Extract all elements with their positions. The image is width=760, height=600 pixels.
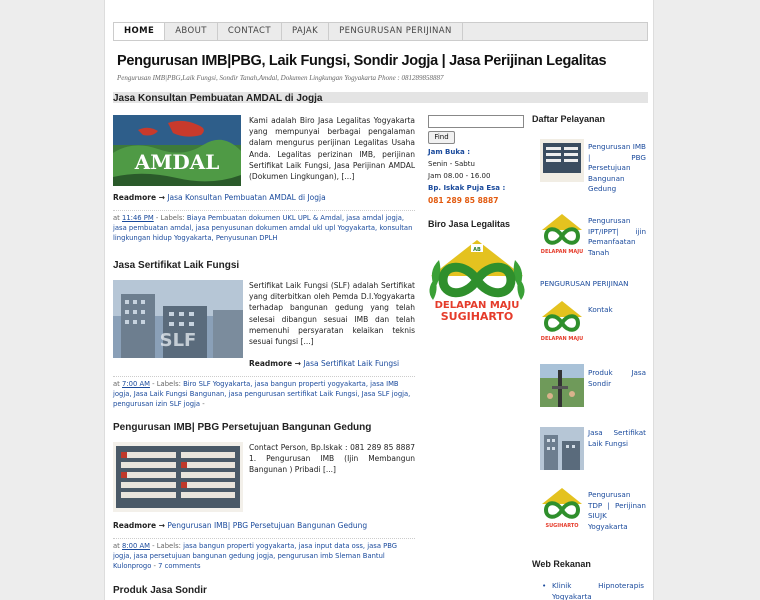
logo-line-2: SUGIHARTO (440, 310, 514, 323)
readmore-line (113, 193, 326, 202)
svc-thumb-ipt[interactable] (540, 212, 584, 255)
post-sondir (113, 585, 415, 600)
readmore-label: Readmore → (113, 193, 165, 202)
readmore-label: Readmore → (113, 521, 165, 530)
svc-link-tdp[interactable]: Pengurusan TDP | Perijinan SIUJK Yogyakarta (588, 490, 646, 531)
post-time[interactable]: 7:00 AM (122, 380, 150, 388)
nav-contact[interactable]: CONTACT (218, 23, 282, 40)
svc-link-sondir[interactable]: Produk Jasa Sondir (588, 368, 646, 388)
rekanan-link[interactable]: Klinik Hipnoterapis Yogyakarta (552, 581, 644, 600)
svc-thumb-slf[interactable] (540, 427, 584, 470)
amdal-thumbnail[interactable] (113, 115, 241, 186)
post-amdal (113, 93, 415, 242)
post-time[interactable]: 8:00 AM (122, 542, 150, 550)
svc-link-imb[interactable]: Pengurusan IMB | PBG Persetujuan Bangunan Gedung (588, 142, 646, 193)
post-labels[interactable]: jasa bangun properti yogyakarta, jasa input data oss, jasa PBG jogja, jasa persetujuan bangunan gedung jogja, pengurusan imb Sleman Bantul Kulonprogo (113, 542, 398, 570)
post-title[interactable]: Jasa Sertifikat Laik Fungsi (113, 260, 240, 271)
svc-thumb-tdp[interactable] (540, 486, 584, 529)
footer-dash: - (153, 562, 156, 570)
readmore-link[interactable]: Jasa Konsultan Pembuatan AMDAL di Jogja (167, 193, 326, 202)
mini-logo-text: SUGIHARTO (545, 523, 579, 529)
footer-at: at (113, 380, 120, 388)
footer-labels-prefix: - Labels: (152, 542, 181, 550)
delapan-maju-logo (425, 236, 529, 326)
imb-thumbnail[interactable] (113, 442, 243, 512)
post-footer (113, 376, 415, 409)
nav-home[interactable]: HOME (114, 23, 165, 40)
readmore-line (249, 359, 399, 368)
nav-about[interactable]: ABOUT (165, 23, 218, 40)
slf-thumb-text: SLF (159, 330, 197, 351)
svc-thumb-sondir[interactable] (540, 364, 584, 407)
logo-top-text: AB (473, 247, 481, 253)
nav-pengurusan-perijinan[interactable]: PENGURUSAN PERIJINAN (329, 23, 463, 40)
mini-logo-text: DELAPAN MAJU (540, 336, 584, 342)
svc-link-perijinan[interactable]: PENGURUSAN PERIJINAN (540, 279, 629, 288)
phone-number: 081 289 85 8887 (428, 196, 499, 205)
footer-at: at (113, 542, 120, 550)
readmore-link[interactable]: Pengurusan IMB| PBG Persetujuan Bangunan Gedung (167, 521, 368, 530)
svc-link-ipt[interactable]: Pengurusan IPT/IPPT| ijin Pemanfaatan Tanah (588, 216, 646, 257)
site-title[interactable]: Pengurusan IMB|PBG, Laik Fungsi, Sondir Jogja | Jasa Perijinan Legalitas (117, 53, 607, 69)
post-labels[interactable]: Biaya Pembuatan dokumen UKL UPL & Amdal, jasa amdal jogja, jasa pembuatan amdal, jasa penyusunan dokumen amdal ukl upl Yogyakarta, konsultan lingkungan hidup Yogyakarta, Penyusunan DPLH (113, 214, 413, 242)
footer-labels-prefix: - Labels: (155, 214, 185, 222)
logo-line-1: DELAPAN MAJU (434, 300, 520, 311)
post-title[interactable]: Produk Jasa Sondir (113, 585, 207, 596)
svc-link-slf[interactable]: Jasa Sertifikat Laik Fungsi (588, 428, 646, 448)
post-imb-pbg (113, 422, 415, 572)
search-input[interactable] (428, 115, 524, 128)
svc-thumb-imb[interactable] (540, 139, 584, 182)
biro-heading: Biro Jasa Legalitas (428, 219, 511, 229)
post-title[interactable]: Jasa Konsultan Pembuatan AMDAL di Jogja (113, 93, 323, 104)
post-excerpt: Kami adalah Biro Jasa Legalitas Yogyakarta yang mempunyai berbagai pengalaman dalam mengurus perijinan Legalitas Usaha Anda. Legalitas perizinan IMB, perijinan Sertifikat Laik Fungsi, Jasa Perijinan AMDAL (Dokumen Lingkungan), [...] (249, 116, 415, 182)
readmore-link[interactable]: Jasa Sertifikat Laik Fungsi (303, 359, 400, 368)
rekanan-heading: Web Rekanan (532, 559, 591, 569)
footer-dash: - (202, 400, 205, 408)
find-button[interactable]: Find (428, 131, 455, 144)
mini-logo-text: DELAPAN MAJU (540, 249, 584, 255)
post-time[interactable]: 11:46 PM (122, 214, 154, 222)
footer-at: at (113, 214, 120, 222)
footer-labels-prefix: - Labels: (152, 380, 181, 388)
post-excerpt: Contact Person, Bp.Iskak : 081 289 85 8887 1. Pengurusan IMB (Ijin Membangun Bangunan ) Pribadi [...] (249, 443, 415, 475)
open-days: Senin - Sabtu (428, 160, 475, 168)
post-slf (113, 260, 415, 410)
page-wrapper (104, 0, 654, 600)
site-description: Pengurusan IMB|PBG,Laik Fungsi, Sondir Tanah,Amdal, Dokumen Lingkungan Yogyakarta Phone : 081289858887 (117, 74, 444, 82)
contact-label: Bp. Iskak Puja Esa : (428, 184, 506, 192)
post-excerpt: Sertifikat Laik Fungsi (SLF) adalah Sertifikat yang diterbitkan oleh Pemda D.I.Yogyakarta terhadap bangunan gedung yang telah selesai dibangun sesuai IMB dan telah memenuhi persyaratan kelaikan teknis sesuai fungsi [...] (249, 281, 415, 347)
bullet-icon: • (542, 581, 547, 590)
post-footer (113, 210, 415, 243)
hours-label: Jam Buka : (428, 148, 470, 156)
open-hours: Jam 08.00 - 16.00 (428, 172, 491, 180)
top-navigation (113, 22, 648, 41)
readmore-line (113, 521, 367, 530)
readmore-label: Readmore → (249, 359, 301, 368)
nav-pajak[interactable]: PAJAK (282, 23, 329, 40)
post-comments[interactable]: 7 comments (158, 562, 201, 570)
services-heading: Daftar Pelayanan (532, 114, 606, 124)
post-footer (113, 538, 415, 571)
post-title[interactable]: Pengurusan IMB| PBG Persetujuan Bangunan Gedung (113, 422, 372, 433)
slf-thumbnail[interactable] (113, 280, 243, 358)
svc-thumb-kontak[interactable] (540, 299, 584, 342)
svc-link-kontak[interactable]: Kontak (588, 305, 613, 314)
post-labels[interactable]: Biro SLF Yogyakarta, jasa bangun properti yogyakarta, jasa IMB jogja, Jasa Laik Fungsi Bangunan, jasa pengurusan sertifikat Laik Fungsi, Jasa SLF jogja, pengurusan izin SLF jogja (113, 380, 411, 408)
amdal-thumb-text: AMDAL (134, 150, 220, 174)
